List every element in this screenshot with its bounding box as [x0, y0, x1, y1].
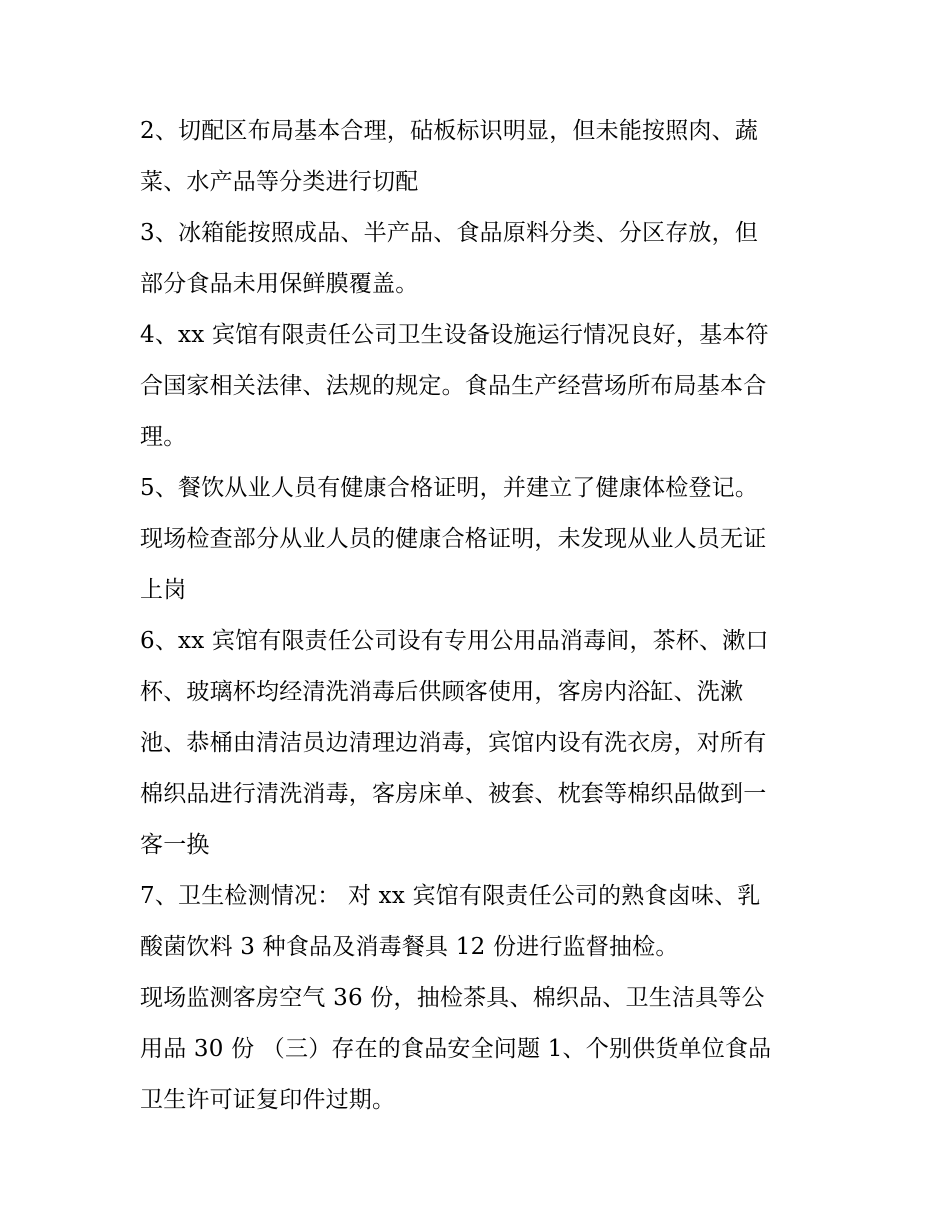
- text-line: 上岗: [140, 577, 187, 603]
- text-line: 池、恭桶由清洁员边清理边消毒，宾馆内设有洗衣房，对所有: [140, 730, 767, 756]
- text-line: 杯、玻璃杯均经清洗消毒后供顾客使用，客房内浴缸、洗漱: [140, 679, 744, 705]
- text-line: 现场监测客房空气 36 份，抽检茶具、棉织品、卫生洁具等公: [140, 985, 765, 1011]
- text-line: 3、冰箱能按照成品、半产品、食品原料分类、分区存放，但: [140, 220, 759, 246]
- text-line: 理。: [140, 424, 187, 450]
- text-line: 酸菌饮料 3 种食品及消毒餐具 12 份进行监督抽检。: [140, 934, 679, 960]
- document-page: [140, 106, 820, 1126]
- text-line: 4、xx 宾馆有限责任公司卫生设备设施运行情况良好，基本符: [140, 322, 769, 348]
- text-line: 菜、水产品等分类进行切配: [140, 169, 419, 195]
- text-line: 卫生许可证复印件过期。: [140, 1087, 396, 1113]
- text-line: 5、餐饮从业人员有健康合格证明，并建立了健康体检登记。: [140, 475, 759, 501]
- text-line: 合国家相关法律、法规的规定。食品生产经营场所布局基本合: [140, 373, 767, 399]
- text-line: 棉织品进行清洗消毒，客房床单、被套、枕套等棉织品做到一: [140, 781, 767, 807]
- text-line: 现场检查部分从业人员的健康合格证明，未发现从业人员无证: [140, 526, 767, 552]
- text-line: 部分食品未用保鲜膜覆盖。: [140, 271, 419, 297]
- text-line: 用品 30 份 （三）存在的食品安全问题 1、个别供货单位食品: [140, 1036, 772, 1062]
- text-line: 2、切配区布局基本合理，砧板标识明显，但未能按照肉、蔬: [140, 118, 759, 144]
- text-line: 7、卫生检测情况： 对 xx 宾馆有限责任公司的熟食卤味、乳: [140, 883, 761, 909]
- text-line: 客一换: [140, 832, 210, 858]
- text-line: 6、xx 宾馆有限责任公司设有专用公用品消毒间，茶杯、漱口: [140, 628, 769, 654]
